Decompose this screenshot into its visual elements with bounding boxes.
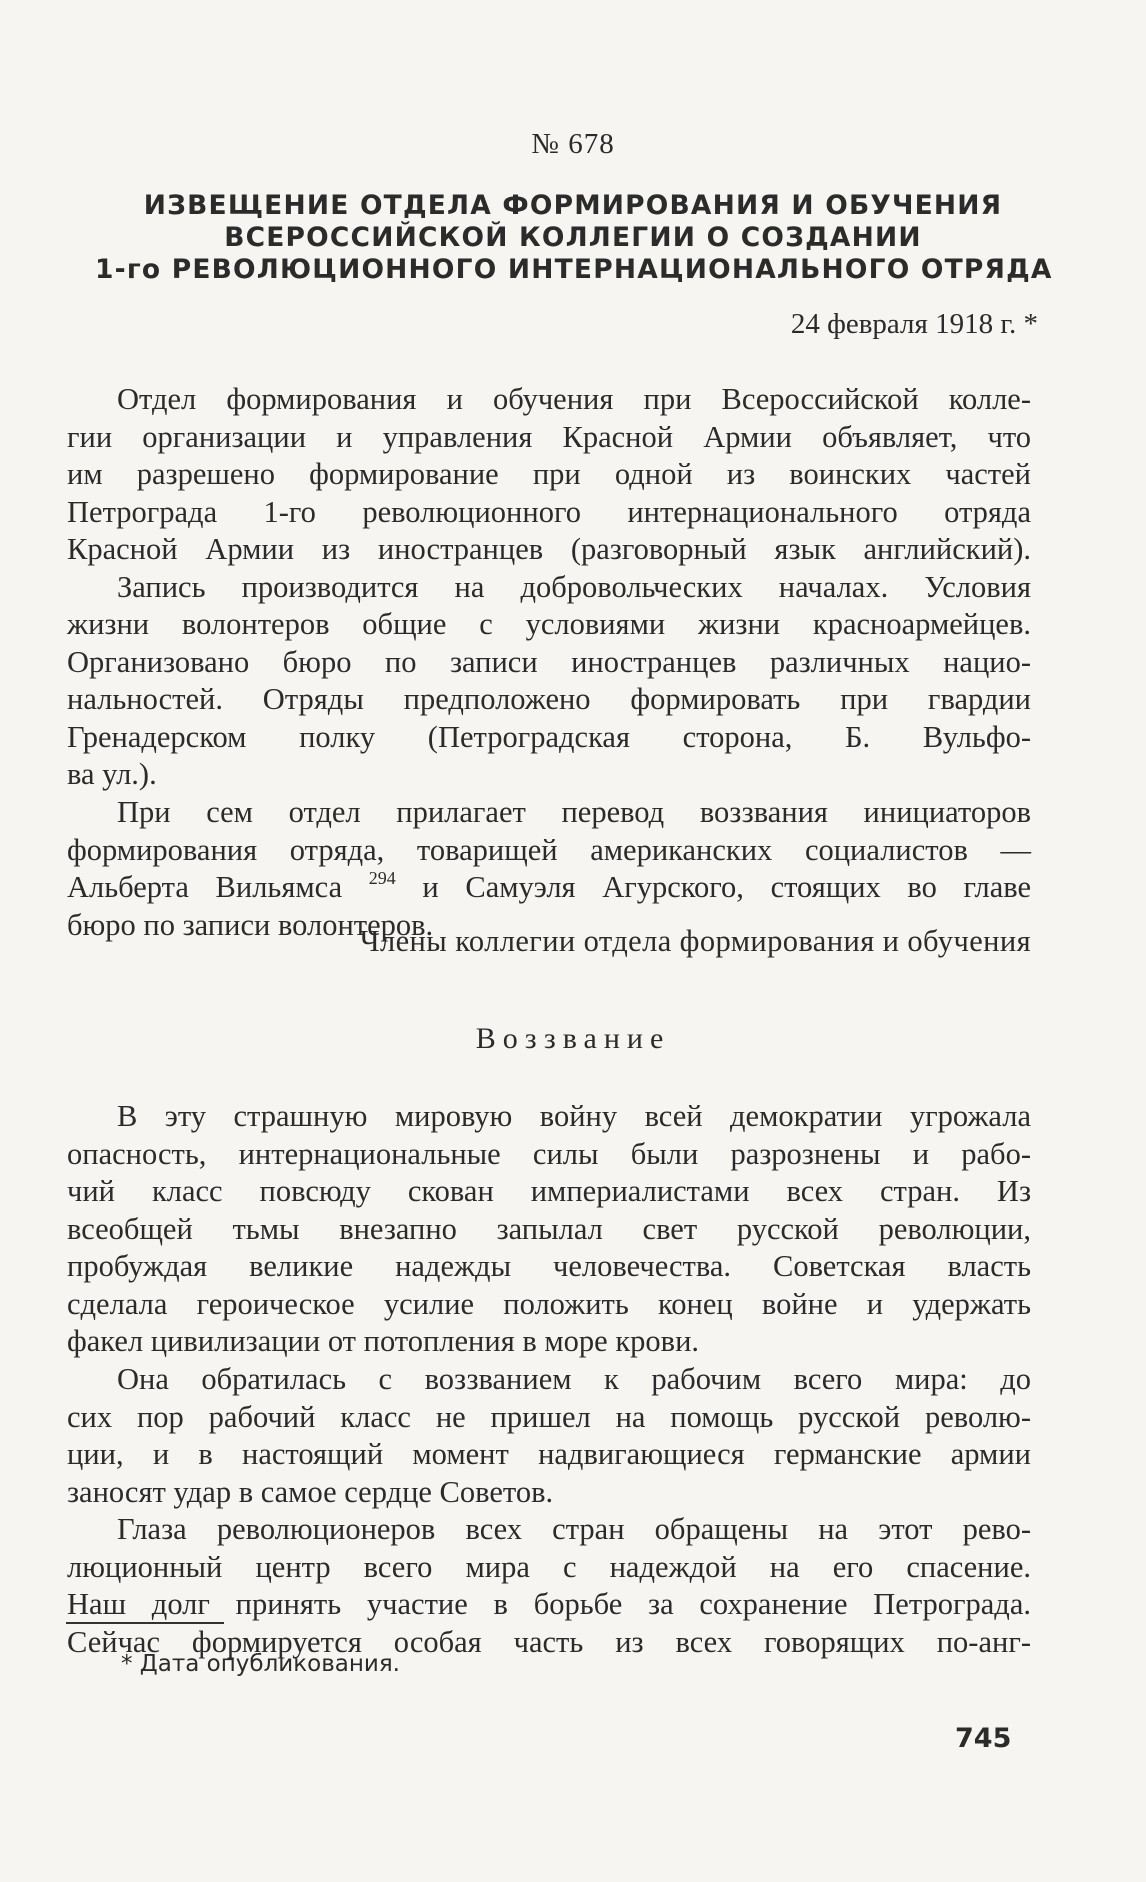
text-line: всеобщей тьмы внезапно запылал свет русской революции,	[67, 1211, 1031, 1246]
appeal-heading: Воззвание	[475, 1022, 671, 1055]
text-line: сих пор рабочий класс не пришел на помощь русской револю-	[67, 1399, 1031, 1434]
text-line: Глаза революционеров всех стран обращены на этот рево-	[117, 1512, 1031, 1546]
page-number: 745	[955, 1723, 1012, 1754]
text-line: пробуждая великие надежды человечества. Советская власть	[67, 1249, 1031, 1283]
appeal-paragraph-2	[67, 1361, 1031, 1511]
text-line: Красной Армии из иностранцев (разговорный язык английский).	[67, 532, 1031, 566]
title-line: ВСЕРОССИЙСКОЙ КОЛЛЕГИИ О СОЗДАНИИ	[224, 222, 922, 253]
text-line: При сем отдел прилагает перевод воззвания инициаторов	[117, 795, 1031, 829]
document-number: № 678	[531, 128, 615, 160]
appeal-paragraph-1	[67, 1098, 1031, 1361]
text-line: В эту страшную мировую войну всей демократии угрожала	[117, 1099, 1031, 1133]
notice-paragraph-1	[67, 381, 1031, 794]
text-line: Гренадерском полку (Петроградская сторона, Б. Вульфо-	[67, 719, 1031, 754]
appeal-paragraph-3	[67, 1511, 1031, 1661]
text-line: им разрешено формирование при одной из воинских частей	[67, 457, 1031, 491]
text-line: нальностей. Отряды предположено формировать при гвардии	[67, 682, 1031, 716]
text-line: Отдел формирования и обучения при Всероссийской колле-	[117, 382, 1031, 416]
text-line: Наш долг принять участие в борьбе за сохранение Петрограда.	[67, 1587, 1031, 1621]
text-line: ции, и в настоящий момент надвигающиеся германские армии	[67, 1437, 1031, 1471]
text-line: Она обратилась с воззванием к рабочим всего мира: до	[117, 1362, 1031, 1396]
text-line: гии организации и управления Красной Армии объявляет, что	[67, 419, 1031, 454]
text-fragment: и Самуэля Агурского, стоящих во главе	[422, 870, 1031, 904]
text-line: опасность, интернациональные силы были разрознены и рабо-	[67, 1136, 1031, 1171]
text-line: заносят удар в самое сердце Советов.	[67, 1474, 554, 1509]
text-line: Петрограда 1-го революционного интернационального отряда	[67, 494, 1031, 529]
text-line: Организовано бюро по записи иностранцев различных нацио-	[67, 644, 1031, 679]
text-line: факел цивилизации от потопления в море крови.	[67, 1324, 700, 1358]
footnote: * Дата опубликования.	[121, 1651, 400, 1677]
text-line: формирования отряда, товарищей американских социалистов —	[67, 832, 1031, 867]
footnote-reference: 294	[368, 867, 396, 888]
text-line: сделала героическое усилие положить конец войне и удержать	[67, 1286, 1031, 1321]
footnote-divider	[66, 1622, 224, 1624]
text-line: жизни волонтеров общие с условиями жизни красноармейцев.	[67, 607, 1031, 641]
document-title	[95, 190, 1051, 286]
notice-paragraph-2	[67, 794, 1031, 944]
title-line: ИЗВЕЩЕНИЕ ОТДЕЛА ФОРМИРОВАНИЯ И ОБУЧЕНИЯ	[143, 190, 1003, 221]
document-date: 24 февраля 1918 г. *	[790, 308, 1038, 340]
text-line: бюро по записи волонтеров.	[67, 907, 434, 942]
text-fragment: Альберта Вильямса	[67, 870, 343, 904]
text-line	[67, 869, 1031, 907]
text-line: чий класс повсюду скован империалистами всех стран. Из	[67, 1174, 1031, 1208]
signers-line: Члены коллегии отдела формирования и обучения	[359, 924, 1031, 958]
title-line: 1-го РЕВОЛЮЦИОННОГО ИНТЕРНАЦИОНАЛЬНОГО ОТРЯДА	[95, 254, 1053, 285]
text-line: люционный центр всего мира с надеждой на его спасение.	[67, 1549, 1031, 1584]
text-line: Сейчас формируется особая часть из всех говорящих по-анг-	[67, 1624, 1031, 1659]
text-line: Запись производится на добровольческих началах. Условия	[117, 569, 1031, 604]
text-line: ва ул.).	[67, 757, 157, 791]
